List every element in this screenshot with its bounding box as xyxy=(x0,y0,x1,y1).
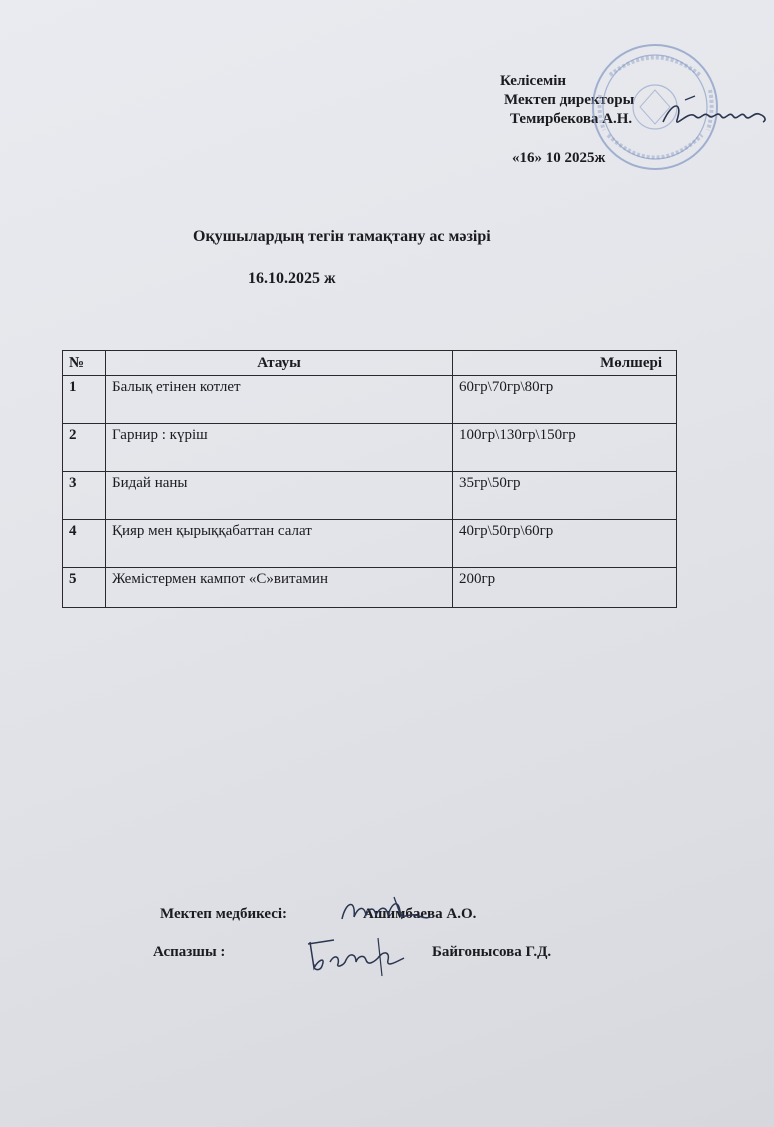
table-row xyxy=(63,424,677,472)
table-row xyxy=(63,376,677,424)
row-amount: 60гр\70гр\80гр xyxy=(453,376,677,424)
nurse-label: Мектеп медбикесі: xyxy=(160,906,288,922)
row-amount: 40гр\50гр\60гр xyxy=(453,520,677,568)
nurse-name: Ашимбаева А.О. xyxy=(363,906,477,922)
cook-name: Байгонысова Г.Д. xyxy=(432,944,552,960)
table-row xyxy=(63,568,677,608)
cook-signature xyxy=(300,932,410,978)
menu-date: 16.10.2025 ж xyxy=(248,270,336,287)
row-amount: 200гр xyxy=(453,568,677,608)
approval-label: Келісемін xyxy=(500,73,567,89)
row-name: Қияр мен қырыққабаттан салат xyxy=(106,520,453,568)
menu-table xyxy=(62,350,677,608)
header-name: Атауы xyxy=(106,351,453,376)
row-name: Бидай наны xyxy=(106,472,453,520)
cook-label: Аспазшы : xyxy=(153,944,226,960)
row-name: Гарнир : күріш xyxy=(106,424,453,472)
director-title: Мектеп директоры xyxy=(504,92,635,108)
row-number: 3 xyxy=(63,472,106,520)
row-number: 2 xyxy=(63,424,106,472)
nurse-signature xyxy=(336,893,431,927)
table-row xyxy=(63,520,677,568)
row-name: Балық етінен котлет xyxy=(106,376,453,424)
row-amount: 100гр\130гр\150гр xyxy=(453,424,677,472)
page-title: Оқушылардың тегін тамақтану ас мәзірі xyxy=(193,228,491,245)
header-amount: Мөлшері xyxy=(453,351,677,376)
row-number: 4 xyxy=(63,520,106,568)
table-row xyxy=(63,472,677,520)
row-name: Жемістермен кампот «С»витамин xyxy=(106,568,453,608)
director-signature xyxy=(655,92,770,137)
header-number: № xyxy=(63,351,106,376)
table-header-row xyxy=(63,351,677,376)
row-amount: 35гр\50гр xyxy=(453,472,677,520)
row-number: 1 xyxy=(63,376,106,424)
approval-date: «16» 10 2025ж xyxy=(512,150,606,166)
director-name: Темирбекова А.Н. xyxy=(510,111,633,127)
row-number: 5 xyxy=(63,568,106,608)
